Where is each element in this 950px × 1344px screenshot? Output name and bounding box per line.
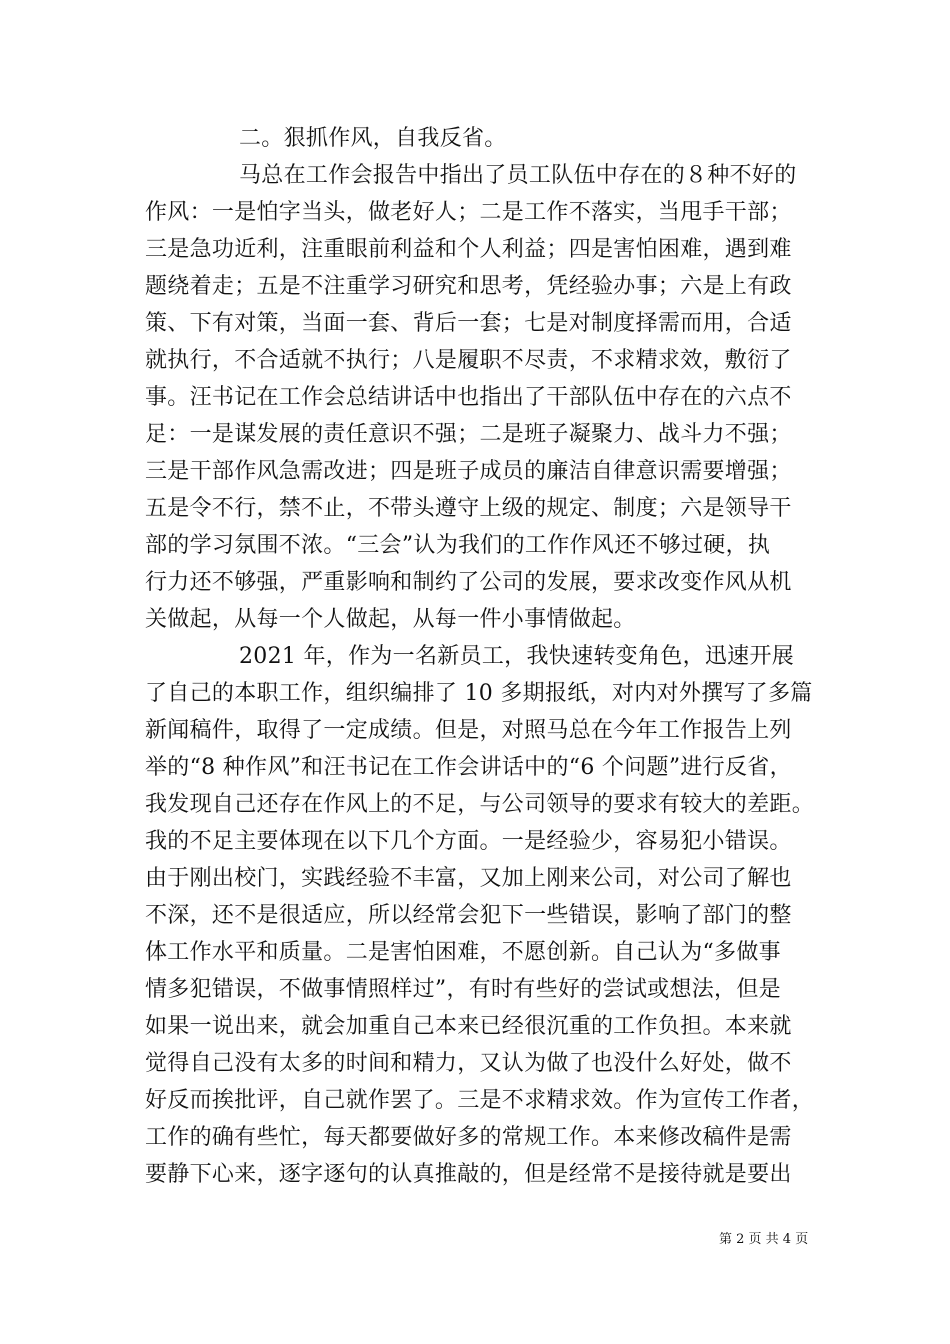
text-line: 了自己的本职工作，组织编排了 10 多期报纸，对内对外撰写了多篇: [145, 681, 813, 706]
body-text: [145, 120, 815, 1193]
text-line: 新闻稿件，取得了一定成绩。但是，对照马总在今年工作报告上列: [145, 718, 792, 743]
page-number: 第 2 页 共 4 页: [719, 1232, 809, 1247]
text-line: 要静下心来，逐字逐句的认真推敲的，但是经常不是接待就是要出: [145, 1162, 792, 1187]
text-line: 工作的确有些忙，每天都要做好多的常规工作。本来修改稿件是需: [145, 1125, 792, 1150]
text-line: 二。狠抓作风，自我反省。: [239, 126, 507, 151]
text-line: 三是急功近利，注重眼前利益和个人利益；四是害怕困难，遇到难: [145, 237, 792, 262]
text-line: 部的学习氛围不浓。“三会”认为我们的工作作风还不够过硬，执: [145, 533, 771, 558]
text-line: 觉得自己没有太多的时间和精力，又认为做了也没什么好处，做不: [145, 1051, 792, 1076]
text-line: 策、下有对策，当面一套、背后一套；七是对制度择需而用，合适: [145, 311, 792, 336]
text-line: 举的“8 种作风”和汪书记在工作会讲话中的“6 个问题”进行反省，: [145, 755, 792, 780]
text-line: 作风：一是怕字当头，做老好人；二是工作不落实，当甩手干部；: [145, 200, 792, 225]
text-line: 我的不足主要体现在以下几个方面。一是经验少，容易犯小错误。: [145, 829, 792, 854]
text-line: 2021 年，作为一名新员工，我快速转变角色，迅速开展: [239, 644, 795, 669]
text-line: 情多犯错误，不做事情照样过”，有时有些好的尝试或想法，但是: [145, 977, 781, 1002]
text-line: 体工作水平和质量。二是害怕困难，不愿创新。自己认为“多做事: [145, 940, 781, 965]
text-line: 我发现自己还存在作风上的不足，与公司领导的要求有较大的差距。: [145, 792, 815, 817]
text-line: 就执行，不合适就不执行；八是履职不尽责，不求精求效，敷衍了: [145, 348, 792, 373]
text-line: 行力还不够强，严重影响和制约了公司的发展，要求改变作风从机: [145, 570, 792, 595]
text-line: 事。汪书记在工作会总结讲话中也指出了干部队伍中存在的六点不: [145, 385, 792, 410]
text-line: 足：一是谋发展的责任意识不强；二是班子凝聚力、战斗力不强；: [145, 422, 792, 447]
text-line: 三是干部作风急需改进；四是班子成员的廉洁自律意识需要增强；: [145, 459, 792, 484]
text-line: 马总在工作会报告中指出了员工队伍中存在的８种不好的: [239, 163, 797, 188]
text-line: 关做起，从每一个人做起，从每一件小事情做起。: [145, 607, 636, 632]
text-line: 不深，还不是很适应，所以经常会犯下一些错误，影响了部门的整: [145, 903, 792, 928]
text-line: 题绕着走；五是不注重学习研究和思考，凭经验办事；六是上有政: [145, 274, 792, 299]
text-line: 好反而挨批评，自己就作罢了。三是不求精求效。作为宣传工作者，: [145, 1088, 815, 1113]
text-line: 五是令不行，禁不止，不带头遵守上级的规定、制度；六是领导干: [145, 496, 792, 521]
text-line: 由于刚出校门，实践经验不丰富，又加上刚来公司，对公司了解也: [145, 866, 792, 891]
text-line: 如果一说出来，就会加重自己本来已经很沉重的工作负担。本来就: [145, 1014, 792, 1039]
